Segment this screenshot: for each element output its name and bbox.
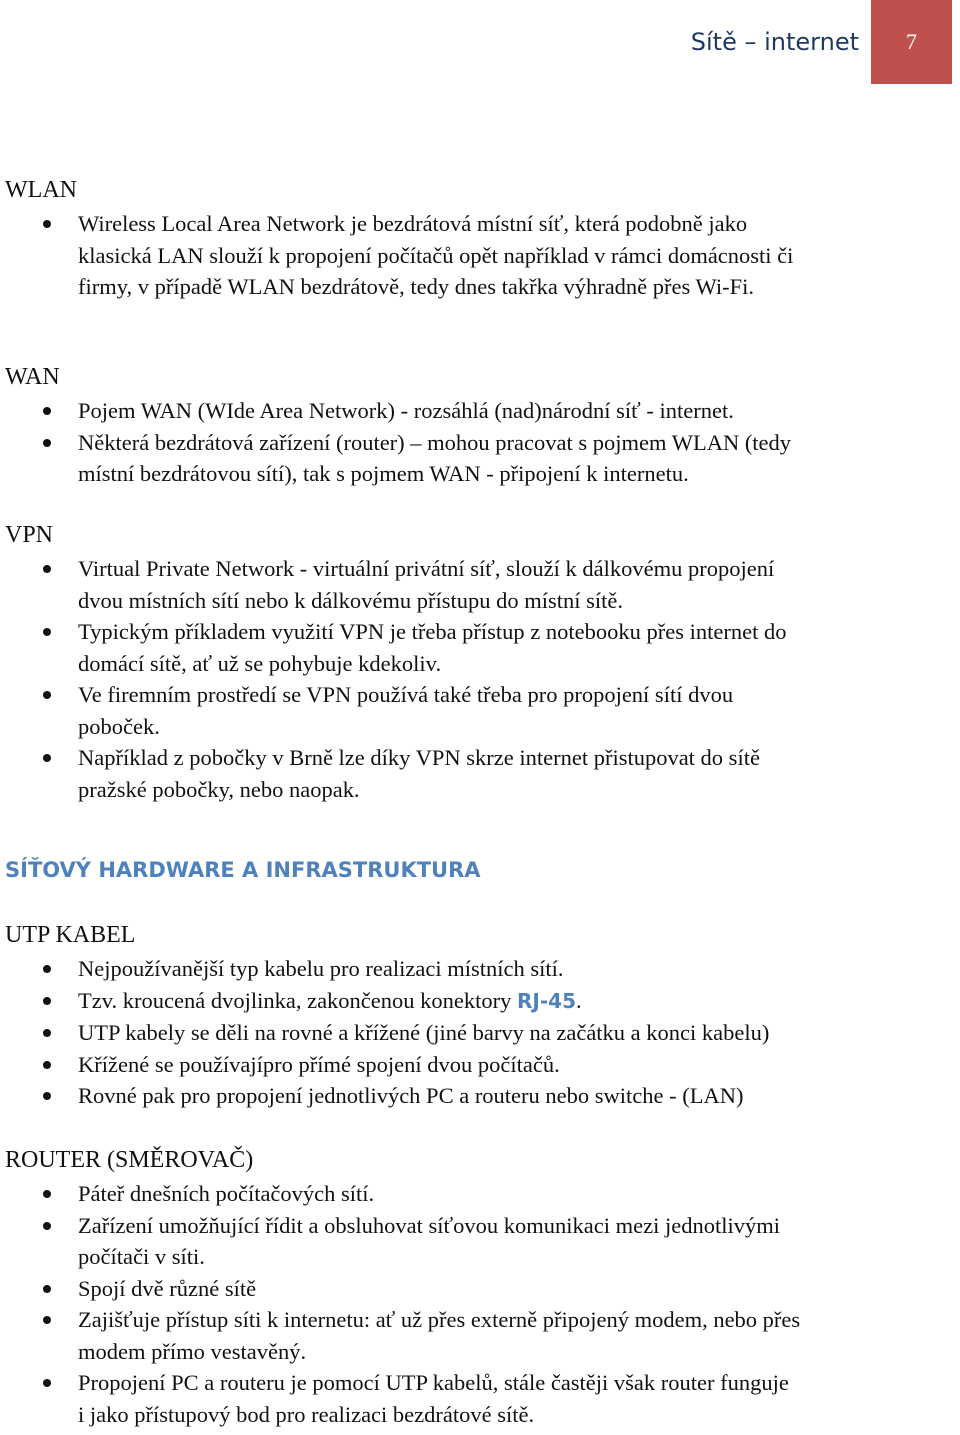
router-list: [0, 1178, 960, 1430]
list-item-line: Křížené se používajípro přímé spojení dvou počítačů.: [78, 1051, 560, 1077]
vpn-list: [0, 553, 960, 805]
list-item: [0, 553, 960, 616]
utp-list: [0, 953, 960, 1112]
list-item-line: Zajišťuje přístup síti k internetu: ať už přes externě připojený modem, nebo přes: [78, 1307, 801, 1332]
list-item-line: UTP kabely se děli na rovné a křížené (jiné barvy na začátku a konci kabelu): [78, 1020, 770, 1045]
section-heading-router: ROUTER (SMĚROVAČ): [5, 1147, 254, 1173]
list-item: [0, 1017, 960, 1049]
list-item: [0, 1210, 960, 1273]
list-item-line: i jako přístupový bod pro realizaci bezdrátové sítě.: [78, 1401, 535, 1427]
list-item-line: Virtual Private Network - virtuální privátní síť, slouží k dálkovému propojení: [78, 556, 775, 581]
list-item: [0, 208, 960, 303]
list-item: [0, 742, 960, 805]
wlan-list: [0, 208, 960, 303]
list-item: [0, 395, 960, 427]
list-item-line: Ve firemním prostředí se VPN používá také třeba pro propojení sítí dvou: [78, 682, 734, 707]
section-heading-utp: UTP KABEL: [5, 922, 136, 948]
list-item-line: Typickým příkladem využití VPN je třeba přístup z notebooku přes internet do: [78, 619, 787, 644]
list-item-line: Pojem WAN (WIde Area Network) - rozsáhlá (nad)národní síť - internet.: [78, 398, 734, 423]
list-item-line: firmy, v případě WLAN bezdrátově, tedy dnes takřka výhradně přes Wi-Fi.: [78, 274, 754, 299]
list-item-line: Propojení PC a routeru je pomocí UTP kabelů, stále častěji však router funguje: [78, 1370, 789, 1395]
list-item-line: [78, 985, 960, 1018]
list-item-line: Nejpoužívanější typ kabelu pro realizaci místních sítí.: [78, 956, 564, 981]
section-heading-wlan: WLAN: [5, 177, 77, 203]
list-item-line: dvou místních sítí nebo k dálkovému přístupu do místní sítě.: [78, 587, 623, 613]
page-number-box: [871, 0, 952, 84]
list-item: [0, 1080, 960, 1112]
list-item: [0, 427, 960, 490]
list-item: [0, 953, 960, 985]
header-title: Sítě – internet: [690, 28, 859, 56]
list-item-line: Wireless Local Area Network je bezdrátová místní síť, která podobně jako: [78, 211, 748, 236]
list-item-line: Rovné pak pro propojení jednotlivých PC a routeru nebo switche - (LAN): [78, 1083, 744, 1108]
connector-term: RJ-45: [517, 988, 576, 1013]
list-item: [0, 1367, 960, 1430]
list-item-line: Například z pobočky v Brně lze díky VPN skrze internet přistupovat do sítě: [78, 745, 760, 770]
list-item-line: počítači v síti.: [78, 1244, 205, 1269]
list-item-text: Tzv. kroucená dvojlinka, zakončenou konektory: [78, 987, 512, 1013]
list-item-line: Některá bezdrátová zařízení (router) – mohou pracovat s pojmem WLAN (tedy: [78, 429, 792, 455]
list-item: [0, 1273, 960, 1305]
page-number: 7: [906, 29, 917, 54]
list-item: [0, 1049, 960, 1081]
wan-list: [0, 395, 960, 490]
list-item-line: modem přímo vestavěný.: [78, 1338, 307, 1364]
section-heading-wan: WAN: [5, 364, 60, 390]
chapter-heading: SÍŤOVÝ HARDWARE A INFRASTRUKTURA: [5, 858, 481, 882]
list-item: [0, 1178, 960, 1210]
list-item: [0, 1304, 960, 1367]
list-item-line: místní bezdrátovou sítí), tak s pojmem WAN - připojení k internetu.: [78, 461, 689, 486]
list-item: [0, 679, 960, 742]
list-item-line: Spojí dvě různé sítě: [78, 1275, 257, 1301]
list-item-line: klasická LAN slouží k propojení počítačů opět například v rámci domácnosti či: [78, 242, 794, 268]
list-item: [0, 616, 960, 679]
list-item-suffix: .: [576, 987, 582, 1013]
section-heading-vpn: VPN: [5, 522, 54, 548]
list-item-line: poboček.: [78, 713, 160, 739]
list-item-line: pražské pobočky, nebo naopak.: [78, 776, 360, 802]
list-item: [0, 985, 960, 1018]
list-item-line: Zařízení umožňující řídit a obsluhovat síťovou komunikaci mezi jednotlivými: [78, 1212, 780, 1238]
list-item-line: Páteř dnešních počítačových sítí.: [78, 1181, 375, 1206]
list-item-line: domácí sítě, ať už se pohybuje kdekoliv.: [78, 650, 442, 676]
